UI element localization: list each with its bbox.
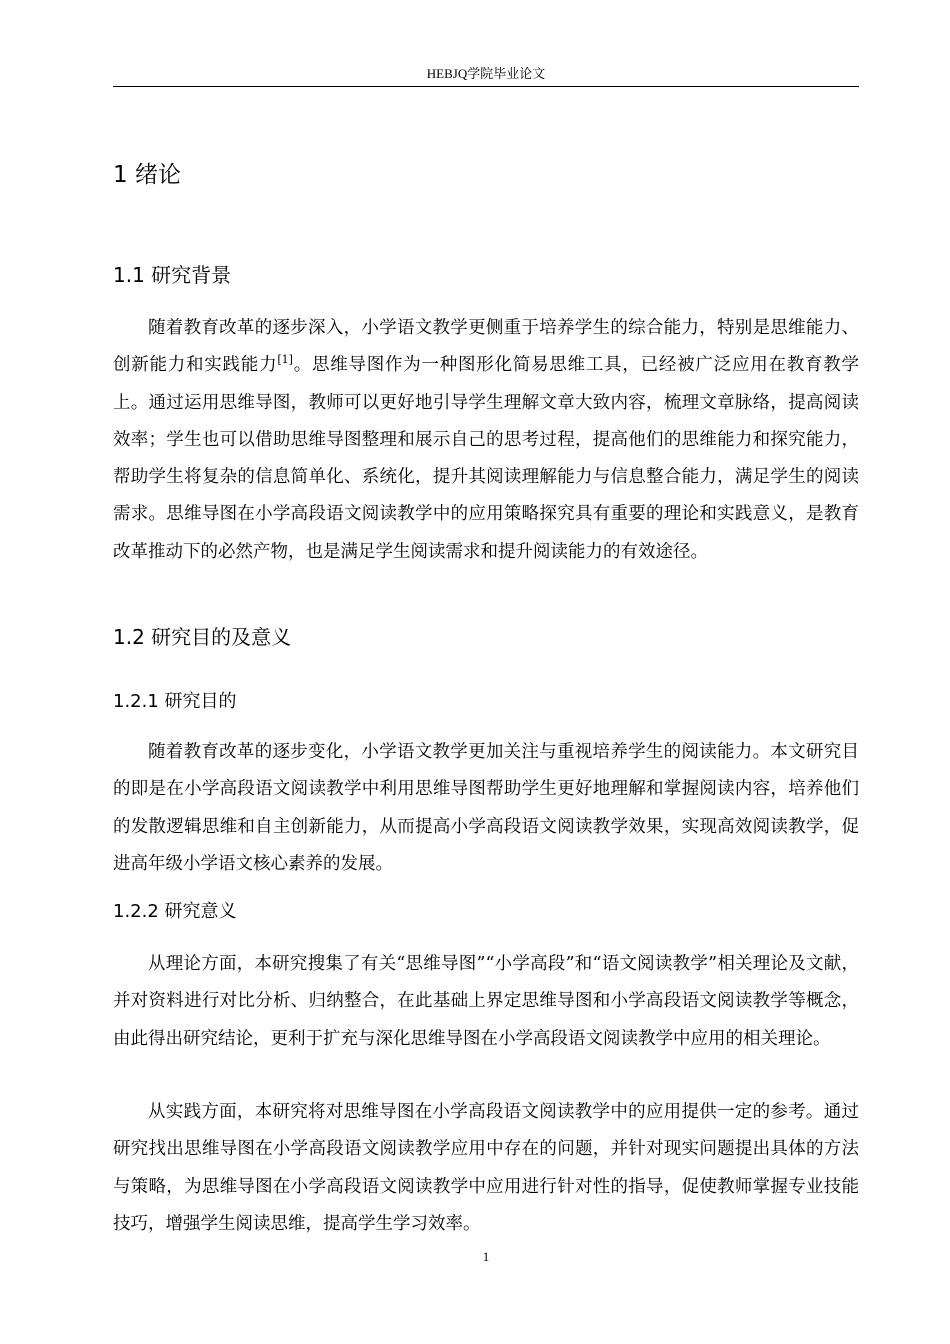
section-1-2-1-paragraph: 随着教育改革的逐步变化，小学语文教学更加关注与重视培养学生的阅读能力。本文研究目的即是在小学高段语文阅读教学中利用思维导图帮助学生更好地理解和掌握阅读内容，培养他们的发散逻辑思维和自主创新能力，从而提高小学高段语文阅读教学效果，实现高效阅读教学，促进高年级小学语文核心素养的发展。 [113,742,859,874]
section-1-1-paragraph [113,310,859,571]
section-1-2-2-title: 1.2.2 研究意义 [113,901,237,922]
citation-reference: [1] [277,353,293,367]
section-1-2-1-title: 1.2.1 研究目的 [113,691,237,712]
section-1-2-title: 1.2 研究目的及意义 [113,625,292,649]
section-1-2-2-paragraph-theory: 从理论方面，本研究搜集了有关“思维导图”“小学高段”和“语文阅读教学”相关理论及文献，并对资料进行对比分析、归纳整合，在此基础上界定思维导图和小学高段语文阅读教学等概念，由此得出研究结论，更利于扩充与深化思维导图在小学高段语文阅读教学中应用的相关理论。 [113,954,859,1049]
section-1-1-text-part1: 随着教育改革的逐步深入，小学语文教学更侧重于培养学生的综合能力，特别是思维能力、创新能力和实践能力 [113,318,859,376]
page-number: 1 [482,1249,490,1264]
header-divider [113,86,859,87]
section-1-1-text-part2: 。思维导图作为一种图形化简易思维工具，已经被广泛应用在教育教学上。通过运用思维导图，教师可以更好地引导学生理解文章大致内容，梳理文章脉络，提高阅读效率；学生也可以借助思维导图整理和展示自己的思考过程，提高他们的思维能力和探究能力，帮助学生将复杂的信息简单化、系统化，提升其阅读理解能力与信息整合能力，满足学生的阅读需求。思维导图在小学高段语文阅读教学中的应用策略探究具有重要的理论和实践意义，是教育改革推动下的必然产物，也是满足学生阅读需求和提升阅读能力的有效途径。 [113,355,860,562]
page-header: HEBJQ学院毕业论文 [426,66,546,81]
section-1-1-title: 1.1 研究背景 [113,263,232,287]
chapter-title: 1 绪论 [113,162,181,188]
section-1-2-2-paragraph-practice: 从实践方面，本研究将对思维导图在小学高段语文阅读教学中的应用提供一定的参考。通过研究找出思维导图在小学高段语文阅读教学应用中存在的问题，并针对现实问题提出具体的方法与策略，为思维导图在小学高段语文阅读教学中应用进行针对性的指导，促使教师掌握专业技能技巧，增强学生阅读思维，提高学生学习效率。 [113,1102,859,1234]
